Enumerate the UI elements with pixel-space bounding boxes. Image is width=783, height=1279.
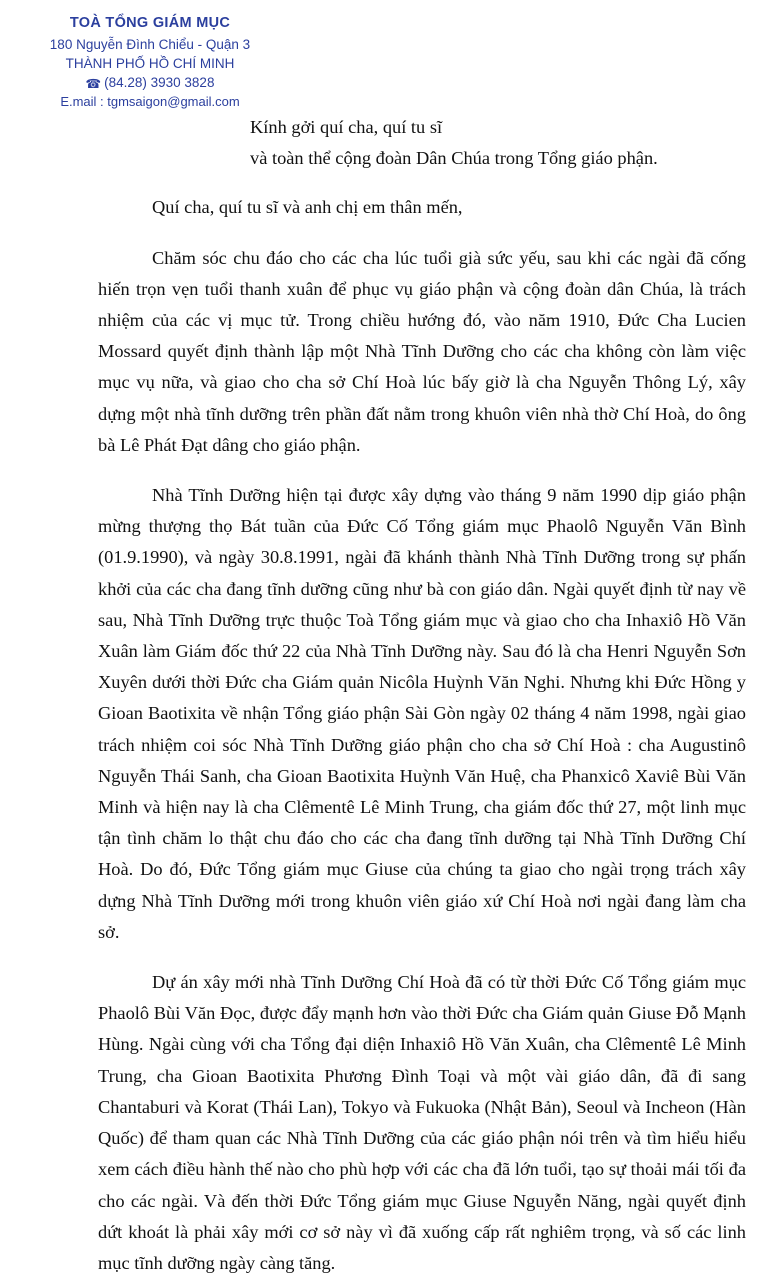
letterhead-organization: TOÀ TỔNG GIÁM MỤC	[69, 15, 231, 31]
letterhead-address: 180 Nguyễn Đình Chiểu - Quận 3	[49, 36, 251, 52]
letterhead-email: E.mail : tgmsaigon@gmail.com	[60, 94, 240, 110]
salutation-block	[250, 112, 746, 174]
body-paragraph-2: Nhà Tĩnh Dưỡng hiện tại được xây dựng vào tháng 9 năm 1990 dịp giáo phận mừng thượng thọ Bát tuần của Đức Cố Tổng giám mục Phaolô Nguyễn Văn Bình (01.9.1990), và ngày 30.8.1991, ngài đã khánh thành Nhà Tĩnh Dưỡng trong sự phấn khởi của các cha đang tĩnh dưỡng cũng như bà con giáo dân. Ngài quyết định từ nay về sau, Nhà Tĩnh Dưỡng trực thuộc Toà Tổng giám mục và giao cho cha Inhaxiô Hồ Văn Xuân làm Giám đốc thứ 22 của Nhà Tĩnh Dưỡng này. Sau đó là cha Henri Nguyễn Sơn Xuyên dưới thời Đức cha Giám quản Nicôla Huỳnh Văn Nghi. Nhưng khi Đức Hồng y Gioan Baotixita về nhận Tổng giáo phận Sài Gòn ngày 02 tháng 4 năm 1998, ngài giao trách nhiệm coi sóc Nhà Tĩnh Dưỡng giáo phận cho cha sở Chí Hoà : cha Augustinô Nguyễn Thái Sanh, cha Gioan Baotixita Huỳnh Văn Huệ, cha Phanxicô Xaviê Bùi Văn Minh và hiện nay là cha Clêmentê Lê Minh Trung, cha giám đốc thứ 27, một linh mục tận tình chăm lo thật chu đáo cho các cha đang tĩnh dưỡng tại Nhà Tĩnh Dưỡng Chí Hoà. Do đó, Đức Tổng giám mục Giuse của chúng ta giao cho ngài trọng trách xây dựng Nhà Tĩnh Dưỡng mới trong khuôn viên giáo xứ Chí Hoà nơi ngài đang làm cha sở.	[98, 485, 746, 942]
letterhead-city: THÀNH PHỐ HỒ CHÍ MINH	[65, 55, 235, 71]
letter-body	[98, 112, 746, 1279]
body-paragraph-1: Chăm sóc chu đáo cho các cha lúc tuổi già sức yếu, sau khi các ngài đã cống hiến trọn vẹn tuổi thanh xuân để phục vụ giáo phận và cộng đoàn dân Chúa, là trách nhiệm của các vị mục tử. Trong chiều hướng đó, vào năm 1910, Đức Cha Lucien Mossard quyết định thành lập một Nhà Tĩnh Dưỡng cho các cha không còn làm việc mục vụ nữa, và giao cho cha sở Chí Hoà lúc bấy giờ là cha Nguyễn Thông Lý, xây dựng một nhà tĩnh dưỡng trên phần đất nằm trong khuôn viên nhà thờ Chí Hoà, do ông bà Lê Phát Đạt dâng cho giáo phận.	[98, 247, 746, 455]
letterhead-phone-number: (84.28) 3930 3828	[104, 75, 215, 90]
letterhead	[0, 14, 300, 112]
salutation-line-1: Kính gởi quí cha, quí tu sĩ	[250, 117, 443, 137]
telephone-icon: ☎	[85, 77, 102, 91]
greeting-line: Quí cha, quí tu sĩ và anh chị em thân mến,	[152, 197, 463, 218]
letterhead-phone-row	[0, 74, 300, 92]
body-paragraph-3: Dự án xây mới nhà Tĩnh Dưỡng Chí Hoà đã có từ thời Đức Cố Tổng giám mục Phaolô Bùi Văn Đọc, được đẩy mạnh hơn vào thời Đức cha Giám quản Giuse Đỗ Mạnh Hùng. Ngài cùng với cha Tổng đại diện Inhaxiô Hồ Văn Xuân, cha Clêmentê Lê Minh Trung, cha Gioan Baotixita Phương Đình Toại và một vài giáo dân, đã đi sang Chantaburi và Korat (Thái Lan), Tokyo và Fukuoka (Nhật Bản), Seoul và Incheon (Hàn Quốc) để tham quan các Nhà Tĩnh Dưỡng của các giáo phận nói trên và tìm hiểu hiểu xem cách điều hành thế nào cho phù hợp với các cha đã lớn tuổi, tạo sự thoải mái tối đa cho các ngài. Và đến thời Đức Tổng giám mục Giuse Nguyễn Năng, ngài quyết định dứt khoát là phải xây mới cơ sở này vì đã xuống cấp rất nghiêm trọng, và số các linh mục tĩnh dưỡng ngày càng tăng.	[98, 972, 746, 1273]
salutation-line-2: và toàn thể cộng đoàn Dân Chúa trong Tổng giáo phận.	[250, 148, 658, 169]
